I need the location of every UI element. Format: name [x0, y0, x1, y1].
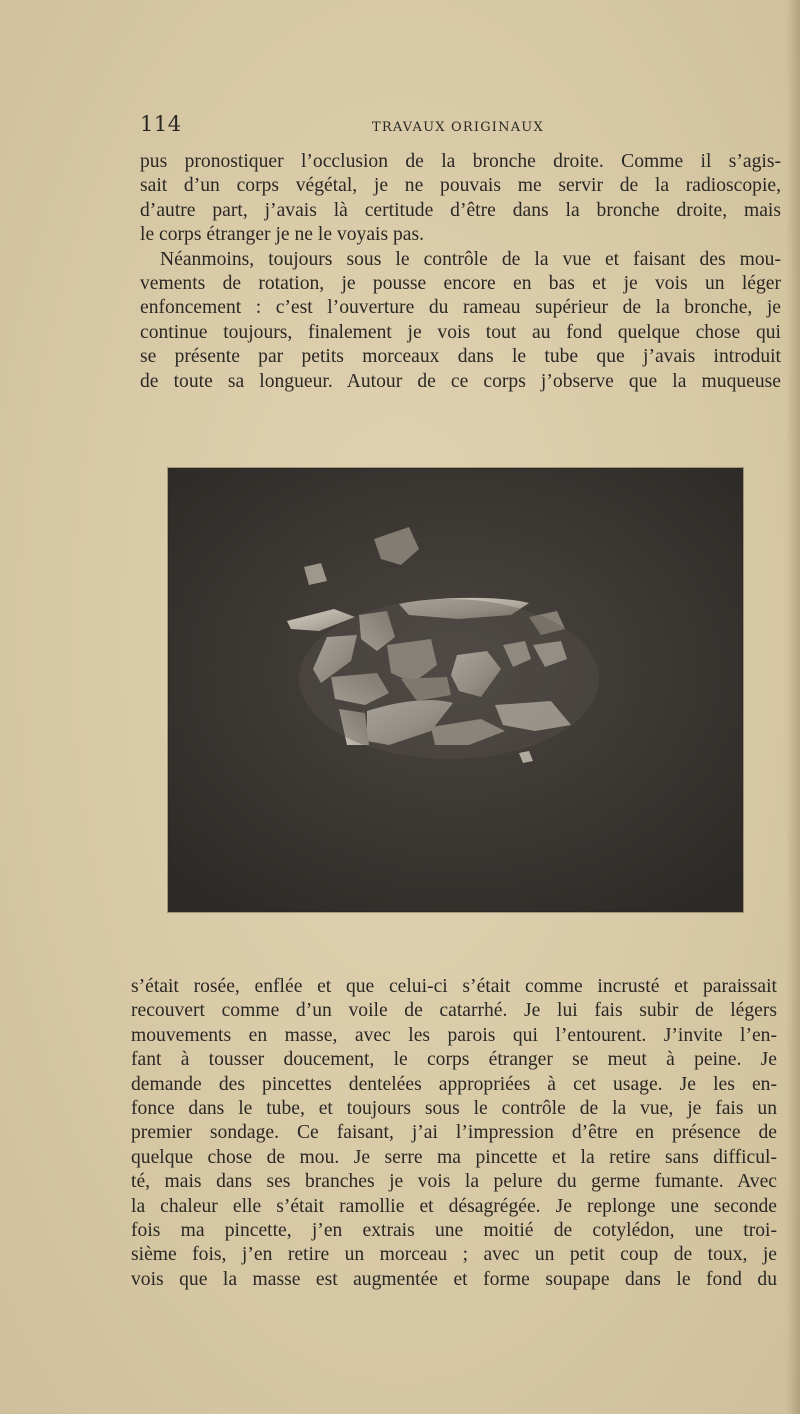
text-line: enfoncement : c’est l’ouverture du rameau supérieur de la bronche, je — [140, 297, 781, 319]
page-number: 114 — [140, 112, 182, 136]
text-line: vements de rotation, je pousse encore en bas et je vois un léger — [140, 273, 781, 295]
text-line: mouvements en masse, avec les parois qui l’entourent. J’invite l’en- — [131, 1024, 777, 1046]
page-edge-shadow — [786, 0, 800, 1414]
text-line: sième fois, j’en retire un morceau ; avec un petit coup de toux, je — [131, 1244, 777, 1266]
text-line: fois ma pincette, j’en extrais une moitié de cotylédon, une troi- — [131, 1220, 777, 1242]
photograph-image — [169, 469, 742, 911]
text-line: pus pronostiquer l’occlusion de la bronche droite. Comme il s’agis- — [140, 151, 781, 172]
photograph-foreign-body-fragments — [168, 468, 743, 912]
text-line: de toute sa longueur. Autour de ce corps j’observe que la muqueuse — [140, 370, 781, 392]
text-line: demande des pincettes dentelées appropriées à cet usage. Je les en- — [131, 1073, 777, 1095]
text-line: s’était rosée, enflée et que celui-ci s’était comme incrusté et paraissait — [131, 976, 777, 997]
page-header — [140, 112, 780, 140]
text-line: fant à tousser doucement, le corps étranger se meut à peine. Je — [131, 1049, 777, 1071]
text-line: premier sondage. Ce faisant, j’ai l’impression d’être en présence de — [131, 1122, 777, 1144]
text-line: le corps étranger je ne le voyais pas. — [140, 224, 424, 246]
bottom-text-block — [131, 975, 777, 1292]
text-line: vois que la masse est augmentée et forme soupape dans le fond du — [131, 1268, 777, 1290]
text-line: sait d’un corps végétal, je ne pouvais me servir de la radioscopie, — [140, 175, 781, 197]
top-text-block — [140, 150, 781, 394]
running-head: TRAVAUX ORIGINAUX — [372, 120, 544, 135]
text-line: fonce dans le tube, et toujours sous le contrôle de la vue, je fais un — [131, 1098, 777, 1120]
text-line: Néanmoins, toujours sous le contrôle de la vue et faisant des mou- — [160, 248, 781, 270]
text-line: la chaleur elle s’était ramollie et désagrégée. Je replonge une seconde — [131, 1195, 777, 1217]
text-line: recouvert comme d’un voile de catarrhé. Je lui fais subir de légers — [131, 1000, 777, 1022]
text-line: té, mais dans ses branches je vois la pelure du germe fumante. Avec — [131, 1171, 777, 1193]
text-line: se présente par petits morceaux dans le tube que j’avais introduit — [140, 346, 781, 368]
text-line: d’autre part, j’avais là certitude d’être dans la bronche droite, mais — [140, 199, 781, 221]
text-line: continue toujours, finalement je vois tout au fond quelque chose qui — [140, 321, 781, 343]
text-line: quelque chose de mou. Je serre ma pincette et la retire sans difficul- — [131, 1146, 777, 1168]
